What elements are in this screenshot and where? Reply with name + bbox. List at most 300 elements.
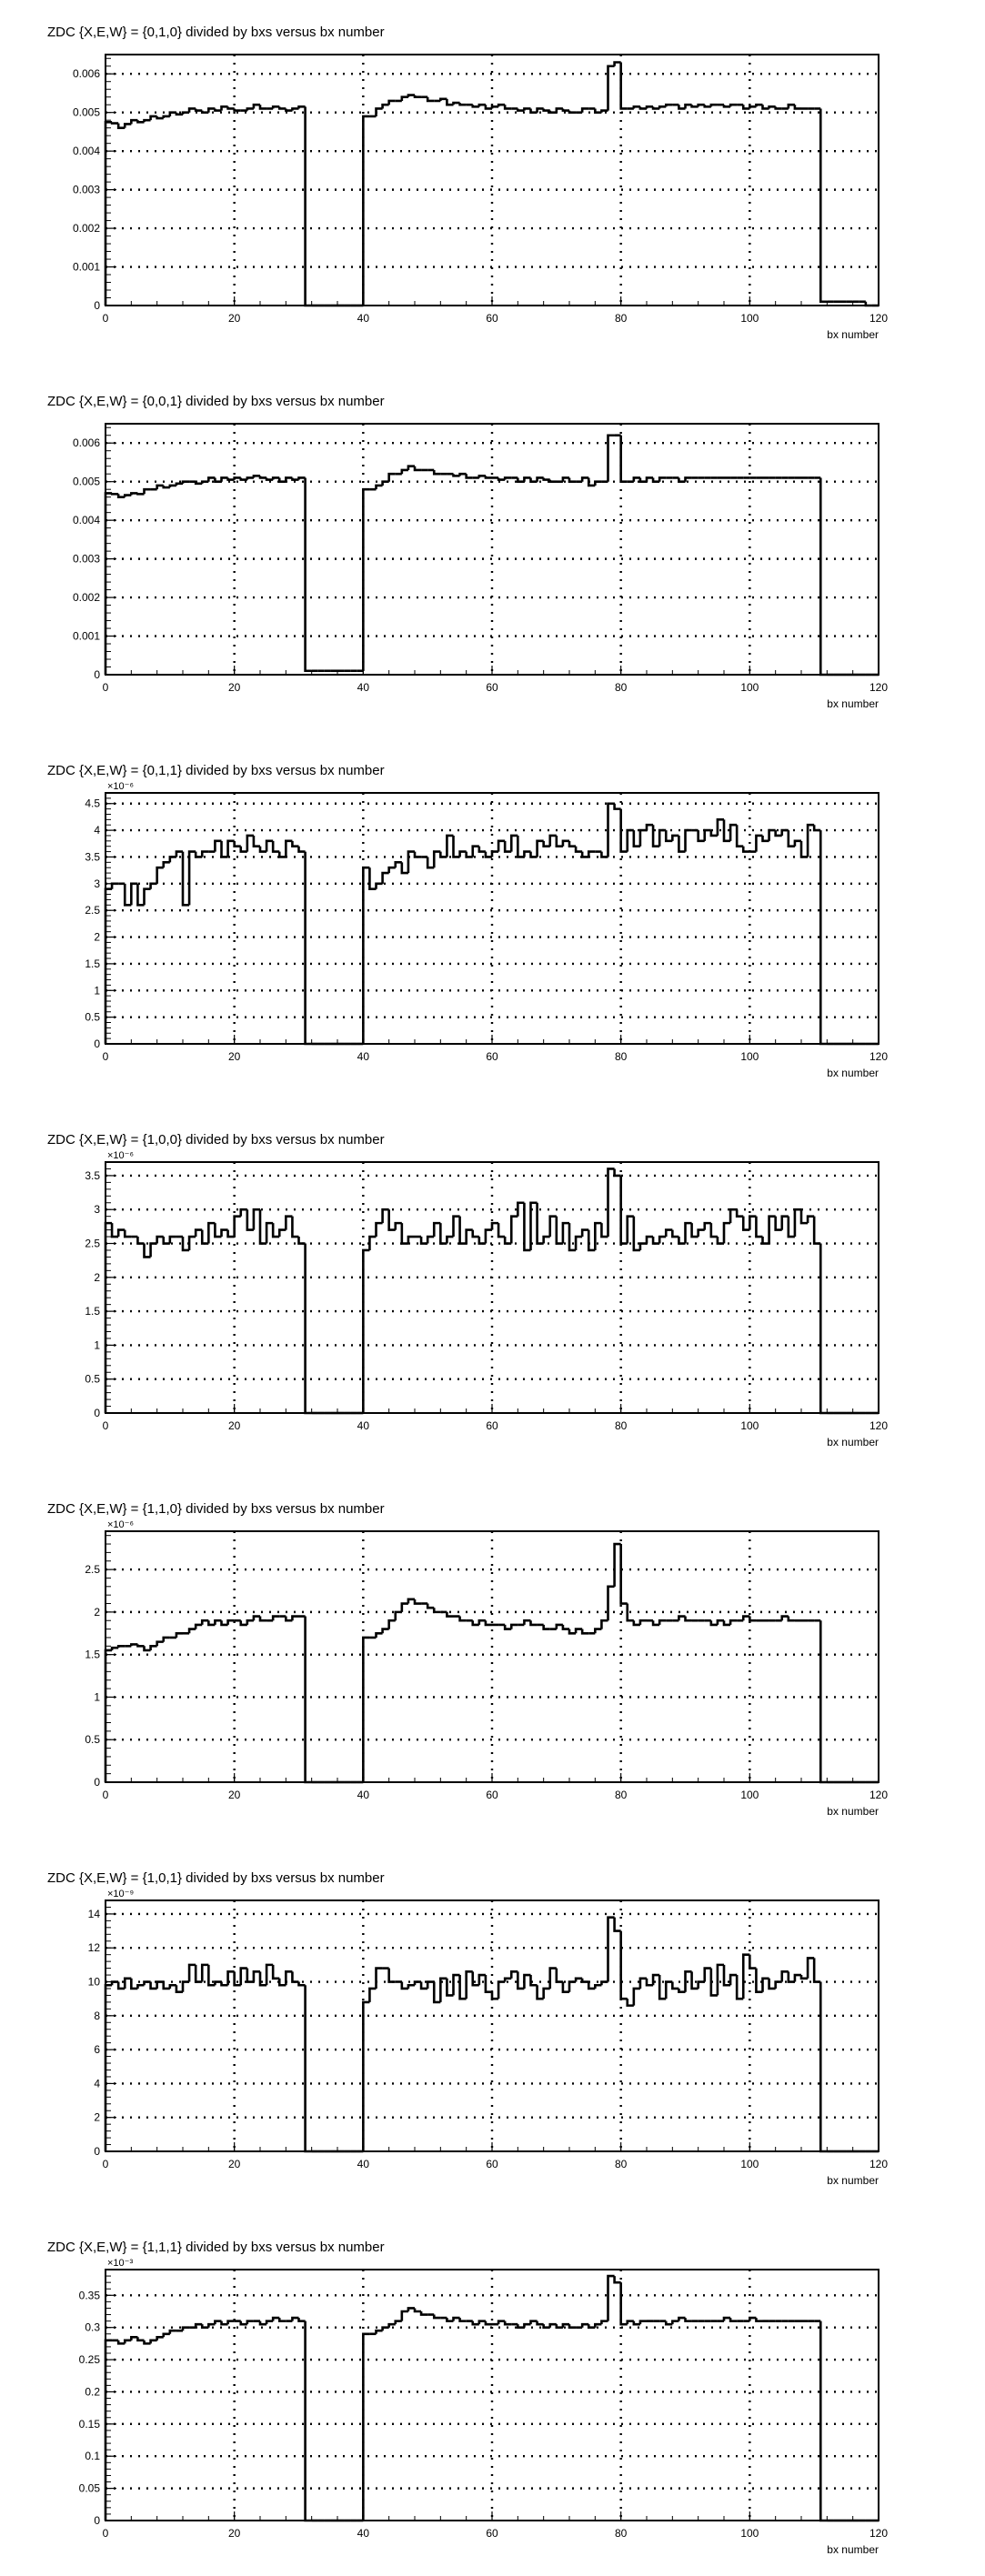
y-tick-label: 0 bbox=[94, 668, 100, 681]
histogram-bin bbox=[125, 1230, 131, 1237]
histogram-bin bbox=[273, 841, 279, 852]
histogram-bin bbox=[686, 830, 692, 851]
histogram-bin bbox=[151, 1646, 157, 1650]
y-tick-label: 2.5 bbox=[85, 1237, 100, 1250]
histogram-bin bbox=[363, 1638, 369, 1782]
x-tick-label: 100 bbox=[740, 1419, 759, 1432]
histogram-bin bbox=[699, 1982, 705, 1989]
y-tick-label: 2 bbox=[94, 1270, 100, 1284]
x-tick-label: 0 bbox=[102, 1789, 109, 1801]
y-tick-label: 4 bbox=[94, 2077, 100, 2090]
histogram-bin bbox=[106, 1985, 112, 2151]
histogram-bin bbox=[672, 1982, 678, 1989]
x-tick-label: 80 bbox=[614, 1789, 628, 1801]
histogram-bin bbox=[112, 493, 118, 494]
histogram-bin bbox=[402, 1604, 408, 1612]
x-tick-label: 0 bbox=[102, 312, 109, 325]
histogram-bin bbox=[569, 841, 576, 847]
histogram-bin bbox=[730, 105, 737, 106]
histogram-bin bbox=[460, 1617, 467, 1621]
y-axis-exponent: ×10⁻⁹ bbox=[107, 1889, 135, 1899]
histogram-bin bbox=[145, 889, 151, 906]
chart-panel bbox=[47, 25, 888, 341]
histogram-bin bbox=[145, 120, 151, 122]
histogram-bin bbox=[569, 477, 576, 481]
y-axis-exponent: ×10⁻⁶ bbox=[107, 1150, 134, 1161]
histogram-bin bbox=[492, 106, 498, 108]
histogram-bin bbox=[621, 2282, 628, 2324]
histogram-bin bbox=[820, 1244, 827, 1413]
x-tick-label: 120 bbox=[869, 1419, 889, 1432]
histogram-bin bbox=[711, 105, 718, 106]
x-axis-label: bx number bbox=[827, 1805, 879, 1818]
histogram-bin bbox=[377, 108, 383, 115]
y-tick-label: 1.5 bbox=[85, 1648, 100, 1661]
histogram-bin bbox=[157, 1642, 164, 1647]
histogram-bin bbox=[292, 1971, 298, 1981]
y-tick-label: 1.5 bbox=[85, 957, 100, 970]
histogram-bin bbox=[377, 1969, 383, 1989]
histogram-bin bbox=[306, 1985, 312, 2151]
x-tick-label: 100 bbox=[740, 2527, 759, 2540]
histogram-bin bbox=[112, 884, 118, 889]
histogram-bin bbox=[415, 466, 421, 470]
histogram-bin bbox=[569, 111, 576, 113]
histogram-bin bbox=[460, 2318, 467, 2321]
histogram-bin bbox=[595, 482, 601, 486]
histogram-bin bbox=[363, 116, 369, 306]
histogram-bin bbox=[383, 482, 389, 486]
histogram-bin bbox=[299, 2318, 306, 2321]
histogram-bin bbox=[266, 2321, 273, 2325]
x-tick-label: 0 bbox=[102, 681, 109, 694]
histogram-bin bbox=[582, 1979, 588, 1982]
histogram-bin bbox=[460, 103, 467, 105]
histogram-bin bbox=[415, 852, 421, 857]
chart-panel bbox=[47, 394, 888, 710]
x-tick-label: 100 bbox=[740, 312, 759, 325]
x-tick-label: 120 bbox=[869, 312, 889, 325]
histogram-bin bbox=[170, 1237, 176, 1243]
x-tick-label: 20 bbox=[227, 1419, 241, 1432]
y-tick-label: 0.003 bbox=[72, 183, 100, 196]
histogram-bin bbox=[260, 1617, 266, 1621]
histogram-bin bbox=[659, 106, 666, 108]
histogram-bin bbox=[511, 1217, 518, 1244]
chart-title: ZDC {X,E,W} = {0,1,1} divided by bxs versus bx number bbox=[47, 763, 385, 778]
chart-panel bbox=[47, 1501, 888, 1818]
histogram-bin bbox=[273, 1617, 279, 1621]
x-tick-label: 20 bbox=[227, 312, 241, 325]
histogram-bin bbox=[524, 2324, 530, 2328]
y-tick-label: 0.35 bbox=[78, 2289, 100, 2302]
y-tick-label: 0 bbox=[94, 2514, 100, 2527]
histogram-bin bbox=[145, 489, 151, 494]
x-tick-label: 80 bbox=[614, 2527, 628, 2540]
histogram-bin bbox=[151, 2340, 157, 2344]
histogram-bin bbox=[363, 2002, 369, 2151]
histogram-bin bbox=[621, 1931, 628, 2000]
histogram-bin bbox=[369, 1989, 376, 2002]
histogram-bin bbox=[235, 841, 241, 847]
histogram-bin bbox=[820, 1620, 827, 1782]
histogram-bin bbox=[866, 302, 872, 306]
histogram-bin bbox=[595, 1629, 601, 1634]
histogram-bin bbox=[377, 884, 383, 889]
histogram-bin bbox=[157, 867, 164, 884]
histogram-bin bbox=[621, 436, 628, 482]
x-tick-label: 20 bbox=[227, 1789, 241, 1801]
y-tick-label: 0.001 bbox=[72, 629, 100, 643]
histogram-bin bbox=[814, 1217, 820, 1244]
histogram-bin bbox=[601, 1982, 608, 1986]
x-tick-label: 100 bbox=[740, 2158, 759, 2170]
x-tick-label: 60 bbox=[486, 1419, 498, 1432]
histogram-bin bbox=[118, 1646, 125, 1648]
histogram-bin bbox=[615, 1918, 621, 1931]
histogram-bin bbox=[176, 1633, 183, 1638]
histogram-bin bbox=[776, 1982, 782, 1989]
histogram-bin bbox=[137, 1237, 144, 1243]
histogram-bin bbox=[749, 106, 756, 108]
histogram-bin bbox=[164, 1638, 170, 1642]
histogram-bin bbox=[279, 106, 286, 108]
histogram-bin bbox=[247, 108, 254, 110]
histogram-bin bbox=[402, 470, 408, 474]
histogram-bin bbox=[730, 2318, 737, 2321]
histogram-bin bbox=[814, 825, 820, 830]
y-tick-label: 2.5 bbox=[85, 904, 100, 917]
y-tick-label: 4 bbox=[94, 824, 100, 837]
histogram-bin bbox=[730, 1620, 737, 1625]
chart-title: ZDC {X,E,W} = {0,0,1} divided by bxs versus bx number bbox=[47, 394, 385, 409]
histogram-bin bbox=[125, 2340, 131, 2344]
x-tick-label: 0 bbox=[102, 2158, 109, 2170]
chart-title: ZDC {X,E,W} = {1,1,1} divided by bxs versus bx number bbox=[47, 2240, 385, 2255]
histogram-bin bbox=[569, 2324, 576, 2328]
histogram-bin bbox=[582, 108, 588, 112]
histogram-bin bbox=[737, 1209, 743, 1216]
histogram-bin bbox=[666, 105, 672, 106]
histogram-bin bbox=[434, 470, 440, 474]
x-axis-label: bx number bbox=[827, 328, 879, 341]
histogram-bin bbox=[505, 2321, 511, 2325]
y-tick-label: 0 bbox=[94, 1037, 100, 1050]
y-tick-label: 0.005 bbox=[72, 475, 100, 488]
histogram-bin bbox=[505, 105, 511, 108]
histogram-bin bbox=[563, 1625, 569, 1629]
histogram-bin bbox=[202, 482, 208, 484]
histogram-bin bbox=[228, 2321, 235, 2325]
y-tick-label: 2.5 bbox=[85, 1563, 100, 1577]
histogram-bin bbox=[640, 1244, 647, 1250]
histogram-bin bbox=[820, 108, 827, 301]
histogram-bin bbox=[299, 1237, 306, 1243]
histogram-bin bbox=[511, 1625, 518, 1629]
histogram-bin bbox=[170, 2330, 176, 2334]
x-tick-label: 40 bbox=[357, 2158, 370, 2170]
histogram-bin bbox=[498, 1223, 505, 1237]
histogram-bin bbox=[106, 889, 112, 1044]
histogram-bin bbox=[254, 836, 260, 847]
histogram-bin bbox=[377, 1633, 383, 1638]
histogram-bin bbox=[608, 1168, 615, 1237]
histogram-bin bbox=[306, 852, 312, 1044]
y-tick-label: 14 bbox=[87, 1907, 100, 1920]
histogram-bin bbox=[724, 1223, 730, 1243]
histogram-bin bbox=[170, 486, 176, 487]
x-tick-label: 60 bbox=[486, 681, 498, 694]
histogram-bin bbox=[640, 830, 647, 847]
histogram-bin bbox=[396, 1612, 402, 1620]
histogram-bin bbox=[814, 1958, 820, 1981]
histogram-bin bbox=[306, 2321, 312, 2521]
x-tick-label: 80 bbox=[614, 1419, 628, 1432]
histogram-bin bbox=[544, 1625, 550, 1629]
y-tick-label: 0.002 bbox=[72, 591, 100, 605]
histogram-bin bbox=[389, 474, 396, 481]
histogram-bin bbox=[137, 2337, 144, 2340]
histogram-bin bbox=[164, 116, 170, 118]
y-tick-label: 1.5 bbox=[85, 1305, 100, 1318]
histogram-bin bbox=[550, 480, 557, 482]
x-tick-label: 40 bbox=[357, 312, 370, 325]
x-tick-label: 40 bbox=[357, 1050, 370, 1063]
histogram-bin bbox=[434, 1608, 440, 1612]
histogram-bin bbox=[820, 2321, 827, 2521]
x-tick-label: 60 bbox=[486, 2527, 498, 2540]
histogram-bin bbox=[672, 1230, 678, 1237]
histogram-bin bbox=[659, 1620, 666, 1625]
x-tick-label: 120 bbox=[869, 1789, 889, 1801]
histogram-bin bbox=[699, 1230, 705, 1237]
x-tick-label: 40 bbox=[357, 1419, 370, 1432]
y-tick-label: 0.005 bbox=[72, 105, 100, 119]
histogram-bin bbox=[427, 97, 434, 101]
chart-panel bbox=[47, 1870, 888, 2187]
histogram-bin bbox=[467, 474, 473, 477]
histogram-bin bbox=[292, 1617, 298, 1621]
histogram-bin bbox=[601, 111, 608, 113]
histogram-bin bbox=[137, 1985, 144, 1989]
y-tick-label: 0 bbox=[94, 1776, 100, 1789]
y-tick-label: 3 bbox=[94, 1203, 100, 1217]
x-tick-label: 40 bbox=[357, 2527, 370, 2540]
histogram-bin bbox=[402, 2311, 408, 2321]
histogram-bin bbox=[672, 2321, 678, 2325]
chart-title: ZDC {X,E,W} = {1,0,0} divided by bxs versus bx number bbox=[47, 1132, 385, 1148]
x-tick-label: 100 bbox=[740, 681, 759, 694]
y-axis-exponent: ×10⁻⁶ bbox=[107, 781, 134, 792]
histogram-bin bbox=[306, 1244, 312, 1413]
x-axis-label: bx number bbox=[827, 1067, 879, 1079]
histogram-bin bbox=[569, 1982, 576, 1992]
y-tick-label: 1 bbox=[94, 1690, 100, 1704]
histogram-bin bbox=[421, 2311, 427, 2315]
histogram-bin bbox=[279, 1230, 286, 1237]
histogram-bin bbox=[369, 1237, 376, 1250]
y-tick-label: 2 bbox=[94, 1605, 100, 1619]
y-tick-label: 3 bbox=[94, 877, 100, 890]
histogram-bin bbox=[383, 105, 389, 108]
x-tick-label: 120 bbox=[869, 2158, 889, 2170]
histogram-bin bbox=[273, 1965, 279, 1979]
histogram-bin bbox=[544, 108, 550, 110]
histogram-bin bbox=[247, 1620, 254, 1625]
x-tick-label: 120 bbox=[869, 1050, 889, 1063]
y-axis-exponent: ×10⁻³ bbox=[107, 2258, 134, 2269]
histogram-bin bbox=[183, 113, 189, 115]
histogram-bin bbox=[498, 1982, 505, 2000]
x-tick-label: 60 bbox=[486, 312, 498, 325]
chart-panel bbox=[47, 763, 888, 1079]
x-tick-label: 20 bbox=[227, 1050, 241, 1063]
histogram-bin bbox=[473, 1230, 479, 1237]
y-tick-label: 0.25 bbox=[78, 2353, 100, 2367]
y-tick-label: 0.002 bbox=[72, 222, 100, 236]
y-tick-label: 3.5 bbox=[85, 1168, 100, 1182]
histogram-bin bbox=[306, 477, 312, 670]
histogram-bin bbox=[176, 484, 183, 486]
y-tick-label: 6 bbox=[94, 2043, 100, 2057]
y-tick-label: 0.5 bbox=[85, 1010, 100, 1024]
histogram-bin bbox=[389, 101, 396, 105]
x-tick-label: 40 bbox=[357, 1789, 370, 1801]
x-tick-label: 120 bbox=[869, 2527, 889, 2540]
histogram-bin bbox=[486, 2321, 492, 2325]
histogram-bin bbox=[615, 804, 621, 809]
histogram-bin bbox=[164, 2334, 170, 2338]
histogram-bin bbox=[377, 1223, 383, 1237]
histogram-bin bbox=[183, 482, 189, 484]
histogram-bin bbox=[402, 97, 408, 101]
y-tick-label: 0.15 bbox=[78, 2417, 100, 2431]
x-tick-label: 80 bbox=[614, 312, 628, 325]
histogram-bin bbox=[531, 1975, 538, 1985]
histogram-bin bbox=[170, 857, 176, 862]
y-tick-label: 8 bbox=[94, 2009, 100, 2022]
histogram-bin bbox=[279, 2318, 286, 2321]
y-tick-label: 0.006 bbox=[72, 67, 100, 81]
histogram-bin bbox=[196, 108, 202, 110]
x-tick-label: 80 bbox=[614, 1050, 628, 1063]
y-tick-label: 2 bbox=[94, 2110, 100, 2124]
histogram-bin bbox=[492, 852, 498, 857]
histogram-bin bbox=[479, 847, 486, 852]
histogram-bin bbox=[260, 476, 266, 477]
histogram-bin bbox=[383, 1629, 389, 1634]
y-tick-label: 0.5 bbox=[85, 1372, 100, 1386]
x-tick-label: 20 bbox=[227, 2158, 241, 2170]
x-tick-label: 20 bbox=[227, 2527, 241, 2540]
histogram-bin bbox=[634, 1989, 640, 2006]
histogram-bin bbox=[299, 847, 306, 852]
histogram-bin bbox=[292, 108, 298, 110]
histogram-bin bbox=[377, 2330, 383, 2334]
histogram-bin bbox=[756, 2318, 762, 2321]
histogram-bin bbox=[601, 1620, 608, 1629]
y-axis-exponent: ×10⁻⁶ bbox=[107, 1519, 134, 1530]
x-tick-label: 100 bbox=[740, 1789, 759, 1801]
y-tick-label: 0 bbox=[94, 1407, 100, 1419]
y-tick-label: 0.006 bbox=[72, 436, 100, 450]
histogram-bin bbox=[208, 2324, 215, 2328]
histogram-bin bbox=[434, 2315, 440, 2319]
y-tick-label: 1 bbox=[94, 1338, 100, 1352]
histogram-bin bbox=[306, 1617, 312, 1782]
histogram-bin bbox=[820, 477, 827, 675]
x-tick-label: 80 bbox=[614, 681, 628, 694]
histogram-bin bbox=[196, 1625, 202, 1629]
chart-title: ZDC {X,E,W} = {1,0,1} divided by bxs versus bx number bbox=[47, 1870, 385, 1886]
histogram-bin bbox=[576, 847, 582, 852]
y-tick-label: 0.5 bbox=[85, 1733, 100, 1747]
histogram-bin bbox=[711, 1223, 718, 1237]
histogram-bin bbox=[363, 489, 369, 671]
histogram-bin bbox=[112, 1648, 118, 1650]
histogram-bin bbox=[415, 95, 421, 97]
histogram-bin bbox=[820, 1982, 827, 2151]
histogram-bin bbox=[389, 1969, 396, 1982]
y-tick-label: 0 bbox=[94, 2145, 100, 2158]
x-tick-label: 80 bbox=[614, 2158, 628, 2170]
histogram-bin bbox=[608, 1587, 615, 1620]
histogram-bin bbox=[505, 477, 511, 479]
histogram-bin bbox=[137, 1644, 144, 1646]
y-tick-label: 3.5 bbox=[85, 850, 100, 864]
y-tick-label: 10 bbox=[87, 1975, 100, 1989]
histogram-bin bbox=[260, 105, 266, 108]
histogram-bin bbox=[157, 2337, 164, 2340]
histogram-bin bbox=[686, 477, 692, 481]
chart-panel bbox=[47, 2240, 888, 2556]
histogram-bin bbox=[544, 1989, 550, 1999]
chart-title: ZDC {X,E,W} = {0,1,0} divided by bxs versus bx number bbox=[47, 25, 385, 40]
y-tick-label: 0.1 bbox=[85, 2450, 100, 2463]
chart-title: ZDC {X,E,W} = {1,1,0} divided by bxs versus bx number bbox=[47, 1501, 385, 1517]
y-tick-label: 0.3 bbox=[85, 2320, 100, 2334]
histogram-bin bbox=[621, 62, 628, 108]
histogram-bin bbox=[363, 1250, 369, 1413]
histogram-bin bbox=[415, 1599, 421, 1604]
histogram-bin bbox=[538, 2321, 544, 2325]
histogram-bin bbox=[164, 862, 170, 867]
chart-panel bbox=[47, 1132, 888, 1448]
x-tick-label: 20 bbox=[227, 681, 241, 694]
histogram-bin bbox=[228, 106, 235, 108]
histogram-bin bbox=[189, 1237, 196, 1250]
histogram-bin bbox=[306, 106, 312, 306]
histogram-bin bbox=[686, 2318, 692, 2321]
x-tick-label: 0 bbox=[102, 1050, 109, 1063]
histogram-bin bbox=[640, 2321, 647, 2325]
histogram-bin bbox=[189, 852, 196, 906]
histogram-bin bbox=[151, 1244, 157, 1258]
histogram-bin bbox=[640, 1620, 647, 1625]
x-tick-label: 40 bbox=[357, 681, 370, 694]
x-tick-label: 60 bbox=[486, 1050, 498, 1063]
histogram-bin bbox=[588, 852, 595, 857]
histogram-bin bbox=[112, 122, 118, 123]
histogram-bin bbox=[749, 1955, 756, 1969]
histogram-bin bbox=[189, 1629, 196, 1634]
histogram-bin bbox=[396, 2321, 402, 2325]
histogram-bin bbox=[408, 1985, 415, 1989]
histogram-bin bbox=[615, 1168, 621, 1175]
x-axis-label: bx number bbox=[827, 2174, 879, 2187]
histogram-bin bbox=[686, 1617, 692, 1621]
x-tick-label: 0 bbox=[102, 2527, 109, 2540]
